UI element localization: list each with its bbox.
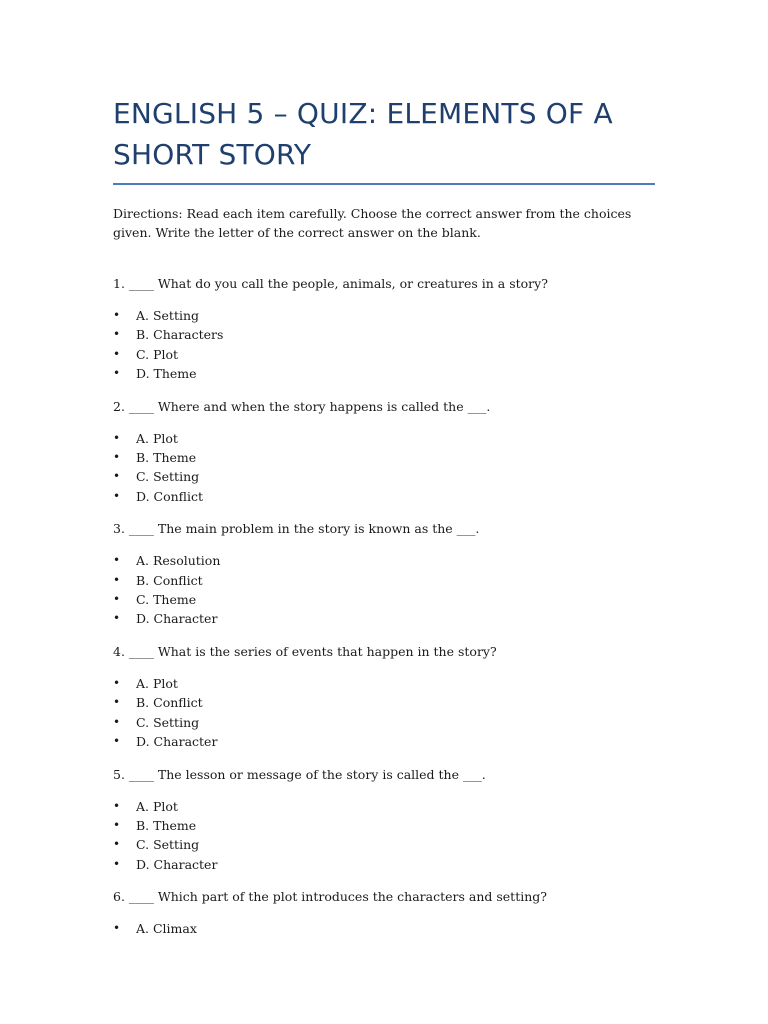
- bullet-icon: •: [113, 450, 121, 465]
- question-text: 5. ____ The lesson or message of the story is called the ___.: [113, 766, 486, 782]
- answer-choices: [113, 919, 655, 938]
- answer-choice: [113, 855, 655, 874]
- bullet-icon: •: [113, 366, 121, 381]
- question-item: [113, 398, 655, 507]
- answer-choice: [113, 325, 655, 344]
- bullet-icon: •: [113, 488, 121, 503]
- answer-choice: [113, 919, 655, 938]
- answer-choice-label: C. Setting: [136, 714, 200, 730]
- answer-choice-label: D. Character: [136, 734, 218, 750]
- answer-choice: [113, 448, 655, 467]
- answer-choice: [113, 487, 655, 506]
- answer-choice-label: D. Conflict: [136, 488, 204, 504]
- bullet-icon: •: [113, 675, 121, 690]
- answer-choice-label: A. Setting: [136, 308, 200, 323]
- answer-choice-label: C. Setting: [136, 837, 200, 853]
- answer-choice: [113, 571, 655, 590]
- question-text: 4. ____ What is the series of events that happen in the story?: [113, 643, 497, 659]
- answer-choice: [113, 429, 655, 448]
- bullet-icon: •: [113, 734, 121, 749]
- document-page: [113, 93, 655, 953]
- answer-choice-label: C. Setting: [136, 469, 200, 485]
- question-item: [113, 643, 655, 752]
- bullet-icon: •: [113, 837, 121, 852]
- bullet-icon: •: [113, 308, 121, 322]
- answer-choice: [113, 306, 655, 325]
- answer-choice-label: B. Conflict: [136, 572, 203, 588]
- answer-choice: [113, 816, 655, 835]
- question-text: 2. ____ Where and when the story happens is called the ___.: [113, 398, 491, 414]
- answer-choice-label: B. Theme: [136, 817, 197, 833]
- answer-choice: [113, 732, 655, 751]
- question-item: [113, 275, 655, 384]
- bullet-icon: •: [113, 346, 121, 361]
- answer-choices: [113, 429, 655, 507]
- answer-choice: [113, 590, 655, 609]
- answer-choice: [113, 713, 655, 732]
- answer-choice: [113, 797, 655, 816]
- bullet-icon: •: [113, 327, 121, 342]
- answer-choice-label: B. Theme: [136, 450, 197, 466]
- bullet-icon: •: [113, 592, 121, 607]
- answer-choice-label: D. Character: [136, 856, 218, 872]
- question-text: 1. ____ What do you call the people, animals, or creatures in a story?: [113, 276, 548, 291]
- bullet-icon: •: [113, 553, 121, 568]
- answer-choices: [113, 306, 655, 384]
- answer-choice-label: A. Plot: [136, 798, 178, 814]
- answer-choice-label: A. Plot: [136, 430, 178, 446]
- answer-choice: [113, 674, 655, 693]
- bullet-icon: •: [113, 921, 121, 936]
- answer-choice-label: A. Plot: [136, 675, 178, 691]
- document-title: ENGLISH 5 – QUIZ: ELEMENTS OF A SHORT STORY: [113, 97, 613, 171]
- answer-choices: [113, 551, 655, 629]
- question-text: 6. ____ Which part of the plot introduces the characters and setting?: [113, 889, 547, 905]
- bullet-icon: •: [113, 611, 121, 626]
- bullet-icon: •: [113, 695, 121, 710]
- answer-choice: [113, 364, 655, 383]
- answer-choice-label: D. Theme: [136, 366, 197, 382]
- directions-text: Directions: Read each item carefully. Choose the correct answer from the choices given. Write the letter of the correct answer on the blank.: [113, 206, 632, 240]
- answer-choice-label: D. Character: [136, 611, 218, 627]
- answer-choice-label: C. Theme: [136, 592, 197, 608]
- bullet-icon: •: [113, 572, 121, 587]
- question-item: [113, 520, 655, 629]
- answer-choice: [113, 467, 655, 486]
- answer-choice-label: A. Resolution: [136, 553, 221, 569]
- answer-choices: [113, 674, 655, 752]
- question-item: [113, 888, 655, 938]
- answer-choice: [113, 609, 655, 628]
- bullet-icon: •: [113, 817, 121, 832]
- answer-choice-label: C. Plot: [136, 346, 179, 362]
- bullet-icon: •: [113, 714, 121, 729]
- answer-choice: [113, 835, 655, 854]
- question-text: 3. ____ The main problem in the story is known as the ___.: [113, 521, 480, 537]
- answer-choice: [113, 345, 655, 364]
- title-underline: [113, 183, 655, 185]
- bullet-icon: •: [113, 430, 121, 445]
- answer-choice-label: A. Climax: [136, 921, 197, 937]
- bullet-icon: •: [113, 469, 121, 484]
- bullet-icon: •: [113, 798, 121, 813]
- answer-choices: [113, 797, 655, 875]
- bullet-icon: •: [113, 856, 121, 871]
- answer-choice-label: B. Characters: [136, 327, 224, 343]
- answer-choice: [113, 551, 655, 570]
- answer-choice: [113, 693, 655, 712]
- answer-choice-label: B. Conflict: [136, 695, 203, 711]
- question-item: [113, 766, 655, 875]
- question-list: [113, 275, 655, 939]
